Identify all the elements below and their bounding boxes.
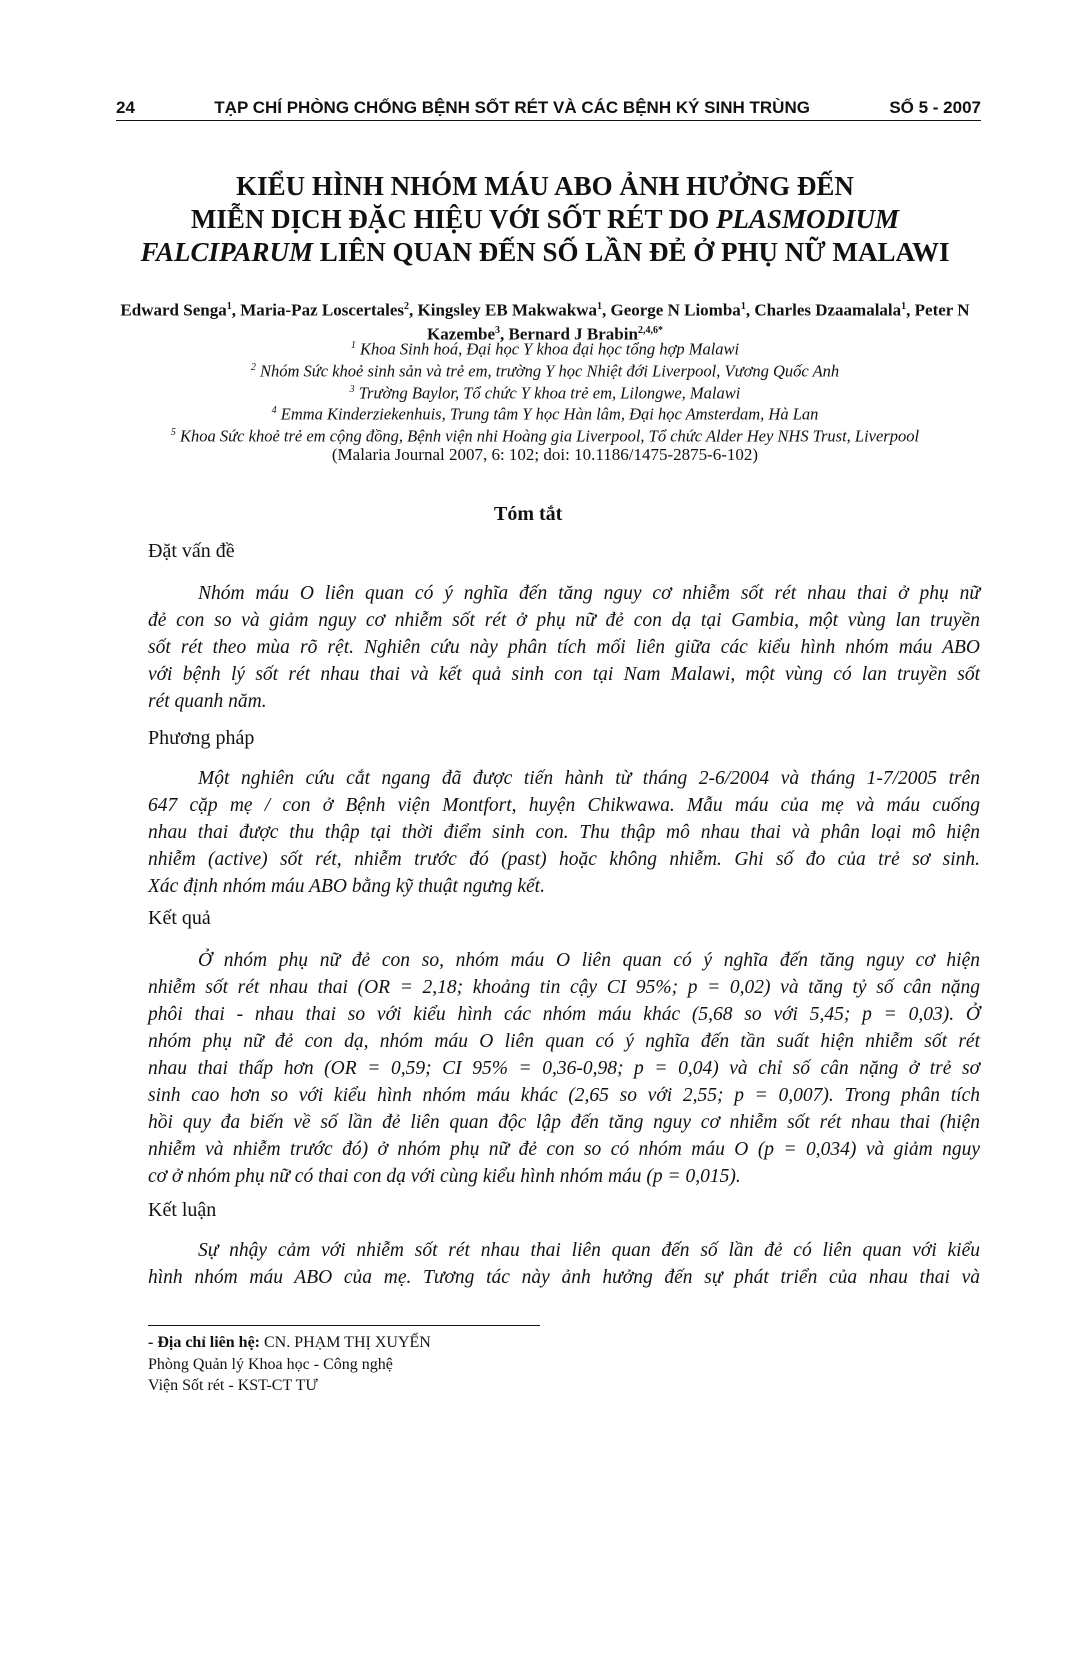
author-affiliation-marker: 1 [901,301,907,312]
title-text: LIÊN QUAN ĐẾN SỐ LẦN ĐẺ Ở PHỤ NỮ MALAWI [313,237,950,267]
paragraph-line: nhiễm (active) sốt rét, nhiễm trước đó (past) hoặc không nhiễm. Ghi số đo của trẻ sơ sinh. [148,849,980,870]
affiliation [100,359,990,381]
author-name: Bernard J Brabin [508,324,638,344]
paragraph-line: 647 cặp mẹ / con ở Bệnh viện Montfort, huyện Chikwawa. Mẫu máu của mẹ và máu cuống [148,795,980,816]
affiliation-text: Khoa Sức khoẻ trẻ em cộng đồng, Bệnh viện nhi Hoàng gia Liverpool, Tổ chức Alder Hey NHS Trust, Liverpool [175,426,920,446]
footnote-line [148,1332,431,1354]
title-italic: PLASMODIUM [716,204,900,234]
author-name: Edward Senga [120,300,227,320]
paragraph-line: rét quanh năm. [148,691,267,712]
paragraph-line: Sự nhậy cảm với nhiễm sốt rét nhau thai liên quan đến số lần đẻ có liên quan với kiểu [198,1240,980,1261]
contact-institute: Viện Sốt rét - KST-CT TƯ [148,1377,318,1394]
affiliation-text: Trường Baylor, Tổ chức Y khoa trẻ em, Lilongwe, Malawi [354,383,741,403]
contact-label: - Địa chỉ liên hệ: [148,1334,260,1351]
section-paragraph [148,765,980,900]
author-list: Edward Senga$^1$, Maria-Paz Loscertales$^2$, Kingsley EB Makwakwa$^1$, George N Liomba$^1$, Charles Dzaamalala$^1$, Peter N Kazembe$^3$, Bernard J Brabin$^{2,4,6*}$ [120,300,970,344]
affiliation [100,337,990,359]
affiliation-marker: 4 [271,405,277,417]
section-paragraph [148,947,980,1190]
author-affiliation-marker: 2,4,6* [637,324,663,336]
paragraph-line: Một nghiên cứu cắt ngang đã được tiến hành từ tháng 2-6/2004 và tháng 1-7/2005 trên [198,768,980,789]
contact-footnote [148,1332,431,1397]
affiliation [100,381,990,403]
paragraph-line: nhau thai được thu thập tại thời điểm sinh con. Thu thập mô nhau thai và phân loại mô hiện [148,822,980,843]
affiliation-list [100,337,990,464]
issue-number: SỐ 5 - 2007 [889,98,981,117]
paragraph-line: hình nhóm máu ABO của mẹ. Tương tác này ảnh hưởng đến sự phát triển của nhau thai và [148,1267,980,1288]
author-affiliation-marker: 2 [404,301,409,312]
paragraph-line: nhiễm sốt rét nhau thai (OR = 2,18; khoảng tin cậy CI 95%; p = 0,02) và tăng tỷ số cân nặng [148,977,980,998]
contact-name: CN. PHẠM THỊ XUYẾN [264,1334,431,1351]
section-heading: Phương pháp [148,727,255,749]
affiliation-text: Nhóm Sức khoẻ sinh sản và trẻ em, trường Y học Nhiệt đới Liverpool, Vương Quốc Anh [255,361,840,381]
running-header [116,92,981,121]
affiliation [100,424,990,446]
section-paragraph [148,580,980,715]
paragraph-line: nhau thai thấp hơn (OR = 0,59; CI 95% = 0,36-0,98; p = 0,04) và chỉ số cân nặng ở trẻ sơ [148,1058,980,1079]
author-name: Maria-Paz Loscertales [240,300,404,320]
author-affiliation-marker: 1 [226,301,232,312]
citation: (Malaria Journal 2007, 6: 102; doi: 10.1186/1475-2875-6-102) [331,444,759,464]
affiliation [100,402,990,424]
article-title [100,170,990,269]
section-heading: Đặt vấn đề [148,540,235,562]
paragraph-line: sinh cao hơn so với kiểu hình nhóm máu khác (2,65 so với 2,55; p = 0,007). Trong phân tích [148,1085,980,1106]
paragraph-line: sốt rét theo mùa rõ rệt. Nghiên cứu này phân tích mối liên giữa các kiểu hình nhóm máu ABO [148,637,980,658]
paragraph-line: Nhóm máu O liên quan có ý nghĩa đến tăng nguy cơ nhiễm sốt rét nhau thai ở phụ nữ [198,583,980,604]
paragraph-line: Ở nhóm phụ nữ đẻ con so, nhóm máu O liên quan có ý nghĩa đến tăng nguy cơ hiện [198,950,980,971]
affiliation-marker: 2 [250,361,256,373]
title-line [100,203,990,236]
section-heading: Kết luận [148,1199,217,1221]
affiliation-text: Khoa Sinh hoá, Đại học Y khoa đại học tổng hợp Malawi [355,339,740,359]
section-paragraph [148,1237,980,1291]
section-heading: Kết quả [148,907,211,929]
paragraph-line: với bệnh lý sốt rét nhau thai và kết quả sinh con tại Nam Malawi, một vùng có lan truyền sốt [148,664,980,685]
title-italic: FALCIPARUM [140,237,313,267]
author-name: Charles Dzaamalala [754,300,902,320]
footnote-divider [148,1325,540,1326]
abstract-heading: Tóm tắt [494,503,563,525]
paragraph-line: hồi quy đa biến về số lần đẻ liên quan độc lập đến tăng nguy cơ nhiễm sốt rét nhau thai (hiện [148,1112,980,1133]
paragraph-line: nhiễm và nhiễm trước đó) ở nhóm phụ nữ đẻ con so có nhóm máu O (p = 0,034) và giảm nguy [148,1139,980,1160]
title-text: MIỄN DỊCH ĐẶC HIỆU VỚI SỐT RÉT DO [190,204,717,234]
affiliation-marker: 1 [350,340,356,351]
paragraph-line: cơ ở nhóm phụ nữ có thai con dạ với cùng kiểu hình nhóm máu (p = 0,015). [148,1166,741,1187]
contact-department: Phòng Quản lý Khoa học - Công nghệ [148,1355,393,1373]
author-name: Peter N Kazembe [427,300,970,344]
paragraph-line: đẻ con so và giảm nguy cơ nhiễm sốt rét ở phụ nữ đẻ con dạ tại Gambia, một vùng lan truyền [148,610,980,631]
page-number: 24 [116,98,135,117]
affiliation-marker: 3 [349,383,355,395]
author-affiliation-marker: 1 [596,301,602,312]
journal-name: TẠP CHÍ PHÒNG CHỐNG BỆNH SỐT RÉT VÀ CÁC BỆNH KÝ SINH TRÙNG [214,98,810,117]
affiliation-marker: 5 [170,427,176,439]
author-affiliation-marker: 1 [740,301,746,312]
affiliation-text: Emma Kinderziekenhuis, Trung tâm Y học Hàn lâm, Đại học Amsterdam, Hà Lan [276,404,819,424]
paragraph-line: phôi thai - nhau thai so với kiểu hình các nhóm máu khác (5,68 so với 5,45; p = 0,03). Ở [148,1004,980,1025]
paragraph-line: Xác định nhóm máu ABO bằng kỹ thuật ngưng kết. [148,876,545,897]
author-name: Kingsley EB Makwakwa [417,300,597,320]
author-affiliation-marker: 3 [495,324,501,336]
author-name: George N Liomba [610,300,741,320]
paragraph-line: nhóm phụ nữ đẻ con dạ, nhóm máu O liên quan có ý nghĩa đến tần suất hiện nhiễm sốt rét [148,1031,980,1052]
title-line [100,236,990,269]
title-line: KIỂU HÌNH NHÓM MÁU ABO ẢNH HƯỞNG ĐẾN [236,171,854,201]
